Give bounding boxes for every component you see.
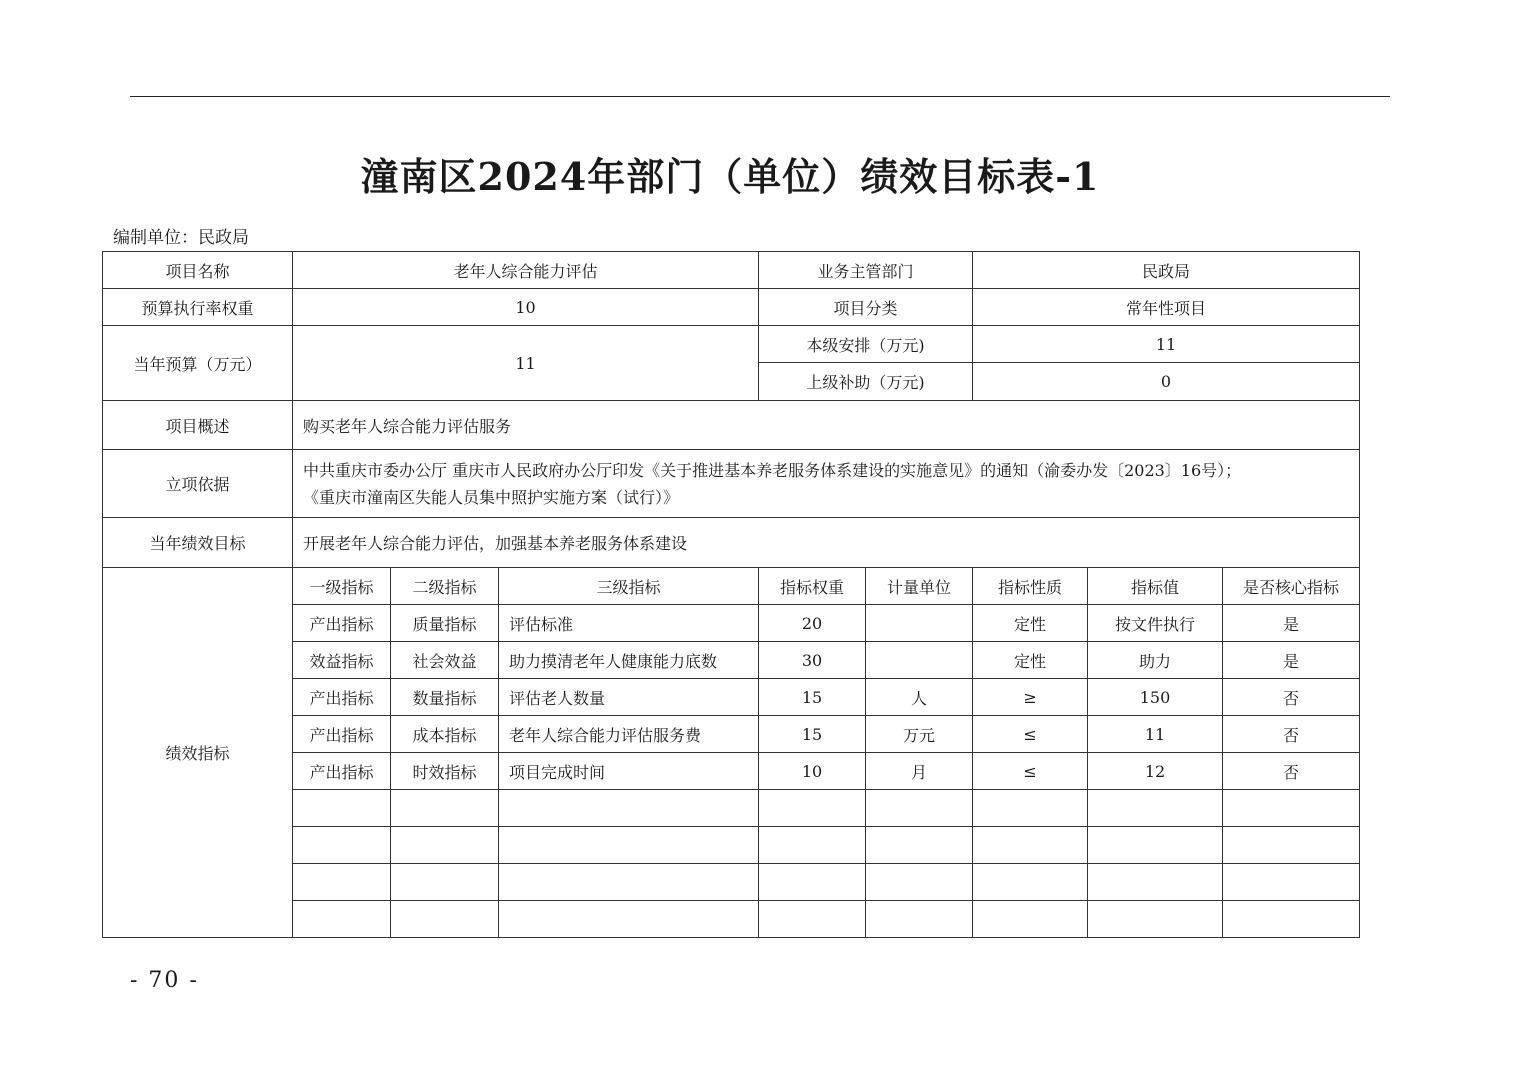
value-cell: 助力 (1088, 642, 1223, 679)
header-nature: 指标性质 (973, 568, 1088, 605)
category-value: 常年性项目 (973, 289, 1360, 326)
empty-cell (1223, 827, 1360, 864)
compiling-unit: 编制单位：民政局 (113, 228, 249, 248)
header-level2: 二级指标 (391, 568, 499, 605)
weight-cell: 15 (759, 679, 866, 716)
empty-cell (499, 864, 759, 901)
empty-cell (973, 901, 1088, 938)
value-cell: 12 (1088, 753, 1223, 790)
core-cell: 否 (1223, 753, 1360, 790)
dept-value: 民政局 (973, 252, 1360, 289)
level2-cell: 社会效益 (391, 642, 499, 679)
nature-cell: 定性 (973, 642, 1088, 679)
level2-cell: 质量指标 (391, 605, 499, 642)
header-level1: 一级指标 (293, 568, 391, 605)
budget-label: 当年预算（万元） (103, 326, 293, 401)
weight-label: 预算执行率权重 (103, 289, 293, 326)
value-cell: 150 (1088, 679, 1223, 716)
header-value: 指标值 (1088, 568, 1223, 605)
project-name-label: 项目名称 (103, 252, 293, 289)
level2-cell: 成本指标 (391, 716, 499, 753)
page-number: - 70 - (130, 968, 199, 993)
dept-label: 业务主管部门 (759, 252, 973, 289)
level3-cell: 评估老人数量 (499, 679, 759, 716)
nature-cell: ≥ (973, 679, 1088, 716)
empty-cell (1088, 901, 1223, 938)
weight-cell: 20 (759, 605, 866, 642)
empty-cell (973, 827, 1088, 864)
unit-cell (866, 605, 973, 642)
basis-line-1: 中共重庆市委办公厅 重庆市人民政府办公厅印发《关于推进基本养老服务体系建设的实施意见》的通知（渝委办发〔2023〕16号）； (303, 460, 1242, 480)
level1-cell: 产出指标 (293, 605, 391, 642)
empty-cell (759, 790, 866, 827)
empty-cell (391, 901, 499, 938)
goal-label: 当年绩效目标 (103, 518, 293, 568)
header-level3: 三级指标 (499, 568, 759, 605)
basis-label: 立项依据 (103, 450, 293, 518)
page-title: 潼南区2024年部门（单位）绩效目标表-1 (360, 154, 1100, 199)
empty-cell (759, 827, 866, 864)
nature-cell: ≤ (973, 753, 1088, 790)
weight-value: 10 (293, 289, 759, 326)
level1-cell: 效益指标 (293, 642, 391, 679)
indicators-section-label: 绩效指标 (103, 568, 293, 938)
empty-cell (866, 827, 973, 864)
nature-cell: 定性 (973, 605, 1088, 642)
empty-cell (866, 901, 973, 938)
empty-cell (759, 901, 866, 938)
header-core: 是否核心指标 (1223, 568, 1360, 605)
empty-cell (391, 864, 499, 901)
core-cell: 是 (1223, 642, 1360, 679)
core-cell: 是 (1223, 605, 1360, 642)
level1-cell: 产出指标 (293, 679, 391, 716)
basis-line-2: 《重庆市潼南区失能人员集中照护实施方案（试行）》 (303, 487, 680, 507)
budget-value: 11 (293, 326, 759, 401)
unit-cell (866, 642, 973, 679)
empty-cell (499, 790, 759, 827)
upper-subsidy-value: 0 (973, 363, 1360, 401)
level3-cell: 老年人综合能力评估服务费 (499, 716, 759, 753)
empty-cell (1088, 790, 1223, 827)
empty-cell (391, 790, 499, 827)
header-unit: 计量单位 (866, 568, 973, 605)
empty-cell (293, 790, 391, 827)
empty-cell (293, 827, 391, 864)
local-budget-value: 11 (973, 326, 1360, 363)
local-budget-label: 本级安排（万元) (759, 326, 973, 363)
overview-value: 购买老年人综合能力评估服务 (293, 401, 1360, 450)
unit-cell: 月 (866, 753, 973, 790)
unit-cell: 人 (866, 679, 973, 716)
project-name-value: 老年人综合能力评估 (293, 252, 759, 289)
overview-label: 项目概述 (103, 401, 293, 450)
value-cell: 按文件执行 (1088, 605, 1223, 642)
value-cell: 11 (1088, 716, 1223, 753)
level3-cell: 助力摸清老年人健康能力底数 (499, 642, 759, 679)
level1-cell: 产出指标 (293, 753, 391, 790)
empty-cell (866, 864, 973, 901)
empty-cell (1088, 864, 1223, 901)
empty-cell (1088, 827, 1223, 864)
empty-cell (973, 864, 1088, 901)
header-weight: 指标权重 (759, 568, 866, 605)
core-cell: 否 (1223, 679, 1360, 716)
empty-cell (973, 790, 1088, 827)
empty-cell (1223, 864, 1360, 901)
header-rule (130, 96, 1390, 97)
basis-value (293, 450, 1360, 518)
empty-cell (866, 790, 973, 827)
level1-cell: 产出指标 (293, 716, 391, 753)
level3-cell: 项目完成时间 (499, 753, 759, 790)
empty-cell (293, 901, 391, 938)
upper-subsidy-label: 上级补助（万元) (759, 363, 973, 401)
empty-cell (391, 827, 499, 864)
level3-cell: 评估标准 (499, 605, 759, 642)
empty-cell (1223, 901, 1360, 938)
core-cell: 否 (1223, 716, 1360, 753)
empty-cell (499, 827, 759, 864)
empty-cell (1223, 790, 1360, 827)
weight-cell: 15 (759, 716, 866, 753)
level2-cell: 时效指标 (391, 753, 499, 790)
level2-cell: 数量指标 (391, 679, 499, 716)
indicator-header-row (103, 568, 1360, 605)
weight-cell: 10 (759, 753, 866, 790)
empty-cell (499, 901, 759, 938)
empty-cell (293, 864, 391, 901)
goal-value: 开展老年人综合能力评估，加强基本养老服务体系建设 (293, 518, 1360, 568)
performance-target-table (102, 251, 1360, 938)
category-label: 项目分类 (759, 289, 973, 326)
nature-cell: ≤ (973, 716, 1088, 753)
weight-cell: 30 (759, 642, 866, 679)
empty-cell (759, 864, 866, 901)
unit-cell: 万元 (866, 716, 973, 753)
